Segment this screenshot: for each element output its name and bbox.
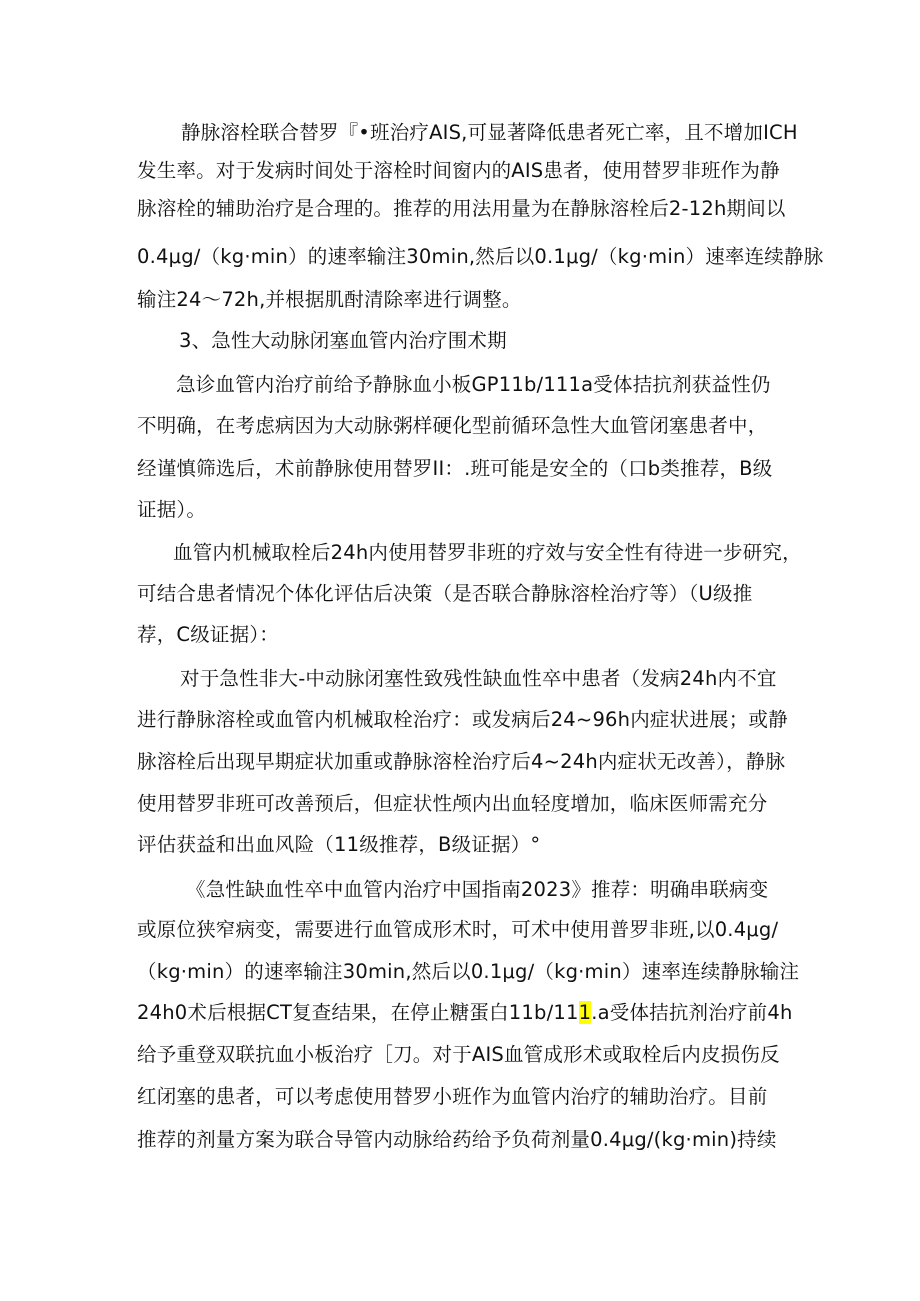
paragraph-5-line-4-part-1: 24h0术后根据CT复查结果，在停止糖蛋白11b∕11 — [137, 1001, 579, 1024]
paragraph-5-line-1: 《急性缺血性卒中血管内治疗中国指南2023》推荐：明确串联病变 — [186, 878, 769, 901]
paragraph-1-line-5: 输注24～72h,并根据肌酎清除率进行调整。 — [137, 288, 522, 311]
paragraph-5-line-6: 红闭塞的患者，可以考虑使用替罗小班作为血管内治疗的辅助治疗。目前 — [137, 1085, 768, 1108]
paragraph-3-line-3: 荐，C级证据）： — [137, 623, 279, 646]
paragraph-4-line-2: 进行静脉溶栓或血管内机械取栓治疗：或发病后24~96h内症状进展；或静 — [137, 708, 788, 731]
paragraph-2-line-3: 经谨慎筛选后，术前静脉使用替罗II：.班可能是安全的（口b类推荐，B级 — [137, 457, 773, 480]
paragraph-2-line-4: 证据）。 — [137, 498, 207, 521]
paragraph-4-line-5: 评估获益和出血风险（11级推荐，B级证据）° — [137, 833, 541, 856]
paragraph-1-line-2: 发生率。对于发病时间处于溶栓时间窗内的AIS患者，使用替罗非班作为静 — [137, 159, 780, 182]
highlighted-text: 1 — [578, 1001, 592, 1024]
paragraph-5-line-3: （kg·min）的速率输注30min,然后以0.1μg∕（kg·min）速率连续静脉输注 — [137, 960, 800, 983]
paragraph-1-line-1: 静脉溶栓联合替罗『•班治疗AIS,可显著降低患者死亡率，且不增加ICH — [181, 121, 798, 144]
paragraph-4-line-1: 对于急性非大-中动脉闭塞性致残性缺血性卒中患者（发病24h内不宜 — [180, 667, 777, 690]
paragraph-5-line-4 — [137, 1000, 793, 1026]
paragraph-4-line-3: 脉溶栓后出现早期症状加重或静脉溶栓治疗后4~24h内症状无改善），静脉 — [137, 750, 786, 773]
paragraph-3-line-2: 可结合患者情况个体化评估后决策（是否联合静脉溶栓治疗等）（U级推 — [137, 582, 753, 605]
paragraph-3-line-1: 血管内机械取栓后24h内使用替罗非班的疗效与安全性有待进一步研究， — [173, 541, 802, 564]
paragraph-4-line-4: 使用替罗非班可改善预后，但症状性颅内出血轻度增加，临床医师需充分 — [137, 792, 768, 815]
paragraph-1-line-3: 脉溶栓的辅助治疗是合理的。推荐的用法用量为在静脉溶栓后2-12h期间以 — [137, 197, 786, 220]
paragraph-5-line-7: 推荐的剂量方案为联合导管内动脉给药给予负荷剂量0.4μg∕(kg·min)持续 — [137, 1128, 777, 1151]
paragraph-5-line-5: 给予重登双联抗血小板治疗［刀。对于AIS血管成形术或取栓后内皮损伤反 — [137, 1043, 780, 1066]
paragraph-5-line-4-part-3: .a受体拮抗剂治疗前4h — [591, 1001, 793, 1024]
paragraph-5-line-2: 或原位狭窄病变，需要进行血管成形术时，可术中使用普罗非班,以0.4μg∕ — [137, 918, 779, 941]
paragraph-2-line-2: 不明确，在考虑病因为大动脉粥样硬化型前循环急性大血管闭塞患者中， — [137, 414, 768, 437]
section-heading-3: 3、急性大动脉闭塞血管内治疗围术期 — [179, 329, 507, 352]
paragraph-1-line-4: 0.4μg∕（kg·min）的速率输注30min,然后以0.1μg∕（kg·min）速率连续静脉 — [137, 245, 824, 268]
paragraph-2-line-1: 急诊血管内治疗前给予静脉血小板GP11b∕111a受体拮抗剂获益性仍 — [176, 373, 771, 396]
